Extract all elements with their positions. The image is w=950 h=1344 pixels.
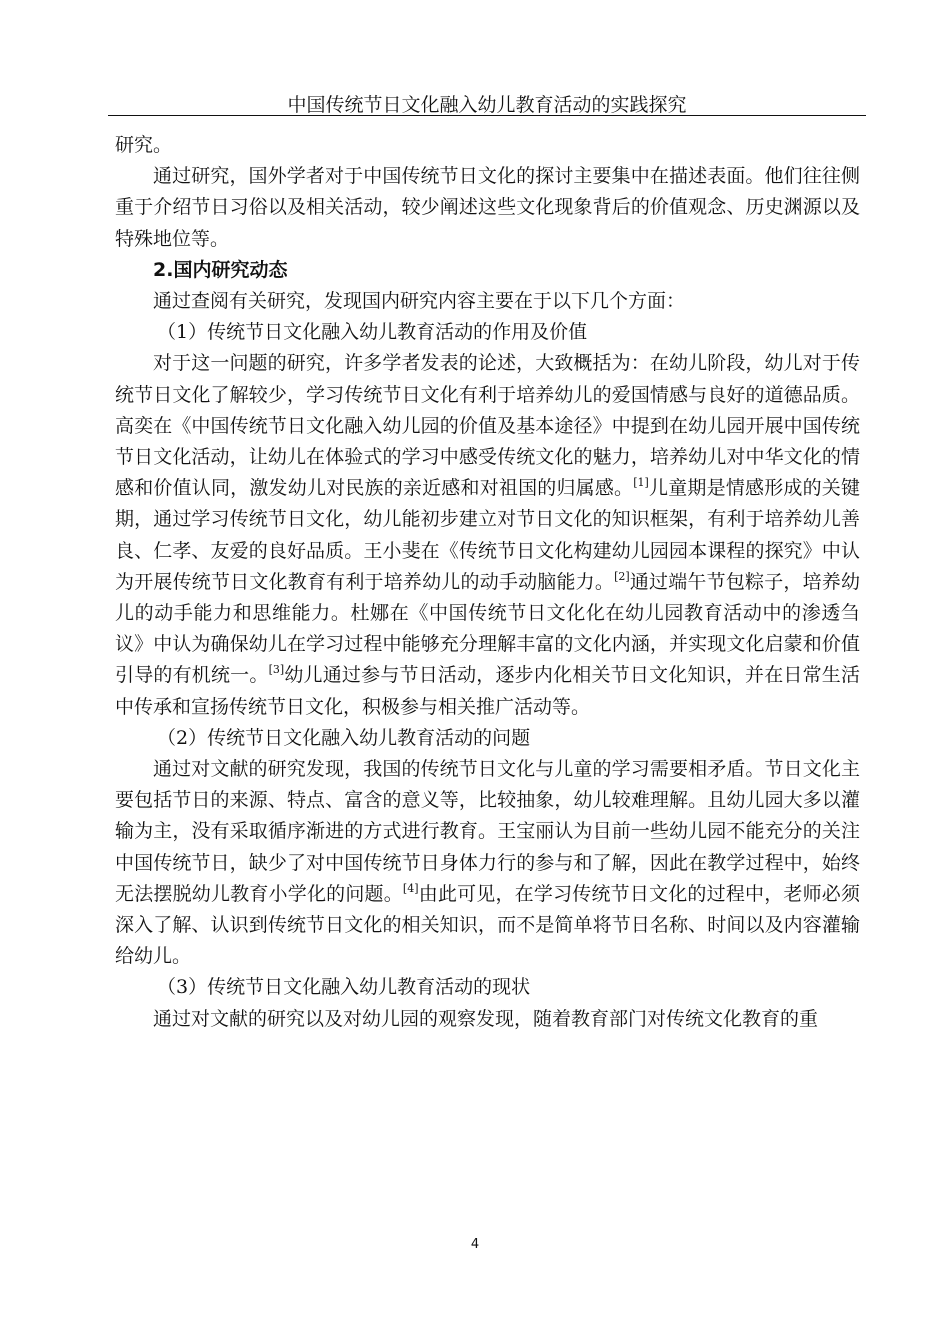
subheading-value: （1）传统节日文化融入幼儿教育活动的作用及价值 bbox=[157, 321, 588, 344]
document-body bbox=[115, 130, 860, 1035]
citation-ref-3: [3] bbox=[268, 663, 285, 677]
header-rule bbox=[108, 115, 866, 116]
section-heading-domestic-research: 2.国内研究动态 bbox=[153, 258, 288, 281]
paragraph-domestic-intro: 通过查阅有关研究，发现国内研究内容主要在于以下几个方面： bbox=[153, 290, 686, 313]
text-segment: 通过端午节包粽子，培养幼儿的动手能力和思维能力。杜娜在《中国传统节日文化化在幼儿园教育活动中的渗透刍议》中认为确保幼儿在学习过程中能够充分理解丰富的文化内涵，并实现文化启蒙和价值引导的有机统一。 bbox=[115, 570, 860, 687]
text-segment: 由此可见，在学习传统节日文化的过程中，老师必须深入了解、认识到传统节日文化的相关知识，而不是简单将节日名称、时间以及内容灌输给幼儿。 bbox=[115, 882, 860, 968]
paragraph-continuation: 研究。 bbox=[115, 134, 173, 156]
text-segment: 对于这一问题的研究，许多学者发表的论述，大致概括为：在幼儿阶段，幼儿对于传统节日文化了解较少，学习传统节日文化有利于培养幼儿的爱国情感与良好的道德品质。高奕在《中国传统节日文化融入幼儿园的价值及基本途径》中提到在幼儿园开展中国传统节日文化活动，让幼儿在体验式的学习中感受传统文化的魅力，培养幼儿对中华文化的情感和价值认同，激发幼儿对民族的亲近感和对祖国的归属感。 bbox=[115, 352, 860, 500]
paragraph-status: 通过对文献的研究以及对幼儿园的观察发现，随着教育部门对传统文化教育的重 bbox=[153, 1007, 819, 1030]
text-segment: 通过对文献的研究发现，我国的传统节日文化与儿童的学习需要相矛盾。节日文化主要包括节日的来源、特点、富含的意义等，比较抽象，幼儿较难理解。且幼儿园大多以灌输为主，没有采取循序渐进的方式进行教育。王宝丽认为目前一些幼儿园不能充分的关注中国传统节日，缺少了对中国传统节日身体力行的参与和了解，因此在教学过程中，始终无法摆脱幼儿教育小学化的问题。 bbox=[115, 758, 860, 905]
text-segment: 幼儿通过参与节日活动，逐步内化相关节日文化知识，并在日常生活中传承和宣扬传统节日文化，积极参与相关推广活动等。 bbox=[115, 664, 860, 718]
citation-ref-1: [1] bbox=[633, 476, 649, 490]
subheading-status: （3）传统节日文化融入幼儿教育活动的现状 bbox=[157, 976, 531, 999]
paragraph-value bbox=[115, 348, 860, 722]
citation-ref-4: [4] bbox=[402, 881, 419, 895]
subheading-problems: （2）传统节日文化融入幼儿教育活动的问题 bbox=[157, 726, 531, 749]
running-header: 中国传统节日文化融入幼儿教育活动的实践探究 bbox=[287, 94, 687, 116]
text-segment: 儿童期是情感形成的关键期，通过学习传统节日文化，幼儿能初步建立对节日文化的知识框架，有利于培养幼儿善良、仁孝、友爱的良好品质。王小斐在《传统节日文化构建幼儿园园本课程的探究》中认为开展传统节日文化教育有利于培养幼儿的动手动脑能力。 bbox=[115, 477, 860, 593]
page-number: 4 bbox=[470, 1237, 480, 1252]
paragraph-problems bbox=[115, 754, 860, 972]
paragraph-foreign-summary: 通过研究，国外学者对于中国传统节日文化的探讨主要集中在描述表面。他们往往侧重于介绍节日习俗以及相关活动，较少阐述这些文化现象背后的价值观念、历史渊源以及特殊地位等。 bbox=[115, 165, 860, 250]
citation-ref-2: [2] bbox=[614, 569, 630, 583]
